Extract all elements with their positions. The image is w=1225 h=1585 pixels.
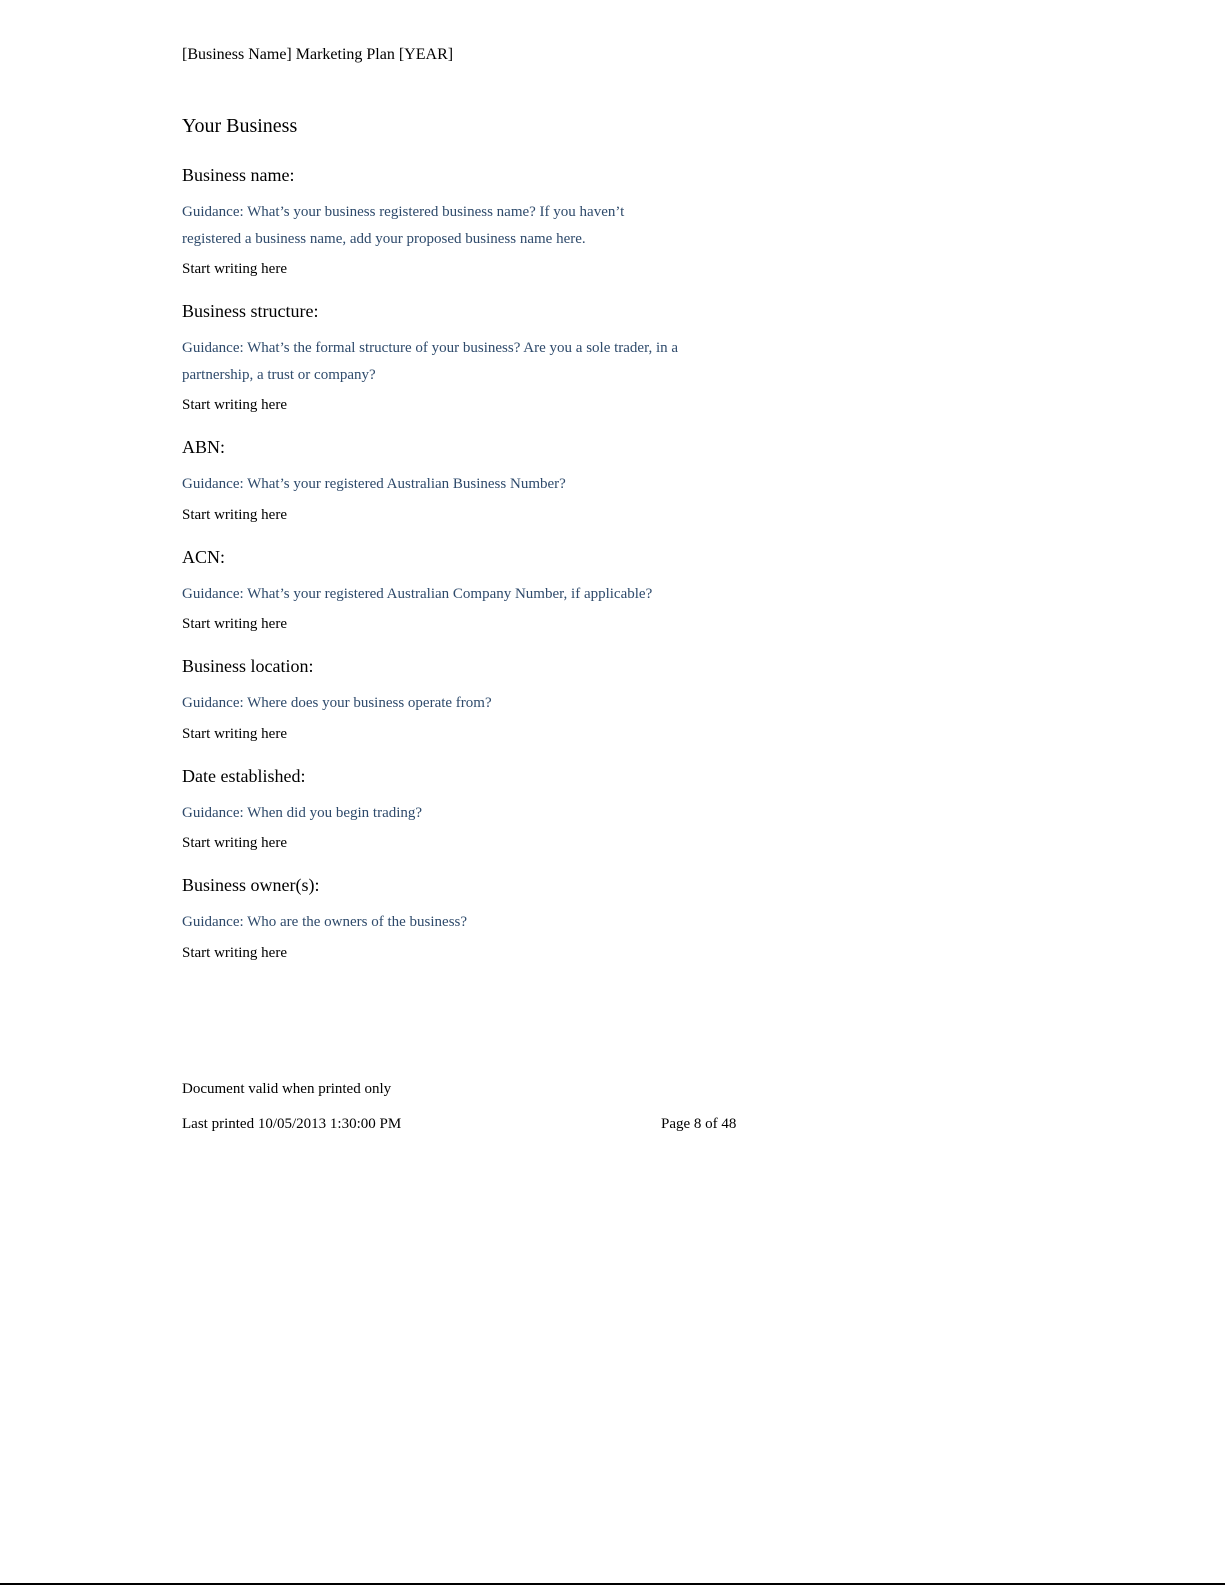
writing-placeholder[interactable]: Start writing here xyxy=(182,397,287,413)
footer-page-number: Page 8 of 48 xyxy=(661,1116,737,1132)
guidance-text: Guidance: Where does your business operate from? xyxy=(182,695,492,711)
writing-placeholder[interactable]: Start writing here xyxy=(182,506,287,523)
guidance-text: Guidance: What’s your registered Australian Business Number? xyxy=(182,476,566,492)
field-label: ACN: xyxy=(182,546,226,567)
guidance-text: Guidance: What’s your registered Australian Company Number, if applicable? xyxy=(182,585,653,602)
field-business-owners xyxy=(182,874,742,964)
guidance-text: Guidance: What’s the formal structure of your business? Are you a sole trader, in a partnership, a trust or company? xyxy=(182,340,679,383)
writing-placeholder[interactable]: Start writing here xyxy=(182,725,287,742)
field-label: Business location: xyxy=(182,656,314,676)
field-business-name xyxy=(182,164,742,280)
writing-placeholder[interactable]: Start writing here xyxy=(182,616,287,632)
writing-placeholder[interactable]: Start writing here xyxy=(182,944,287,961)
page-header: [Business Name] Marketing Plan [YEAR] xyxy=(182,46,454,63)
section-title: Your Business xyxy=(182,115,298,137)
footer-note: Document valid when printed only xyxy=(182,1081,392,1097)
guidance-text: Guidance: What’s your business registered business name? If you haven’t registered a business name, add your proposed business name here. xyxy=(182,204,625,247)
writing-placeholder[interactable]: Start writing here xyxy=(182,835,287,851)
guidance-text: Guidance: When did you begin trading? xyxy=(182,804,423,821)
field-acn xyxy=(182,546,742,636)
field-abn xyxy=(182,436,742,526)
field-label: ABN: xyxy=(182,437,226,457)
guidance-text: Guidance: Who are the owners of the business? xyxy=(182,914,468,930)
field-date-established xyxy=(182,765,742,855)
field-business-structure xyxy=(182,300,742,416)
field-label: Date established: xyxy=(182,765,306,786)
document-body xyxy=(182,114,742,984)
field-business-location xyxy=(182,655,742,745)
field-label: Business owner(s): xyxy=(182,875,320,895)
field-label: Business structure: xyxy=(182,301,319,321)
writing-placeholder[interactable]: Start writing here xyxy=(182,261,287,277)
field-label: Business name: xyxy=(182,165,295,185)
footer-last-printed: Last printed 10/05/2013 1:30:00 PM xyxy=(182,1116,402,1132)
